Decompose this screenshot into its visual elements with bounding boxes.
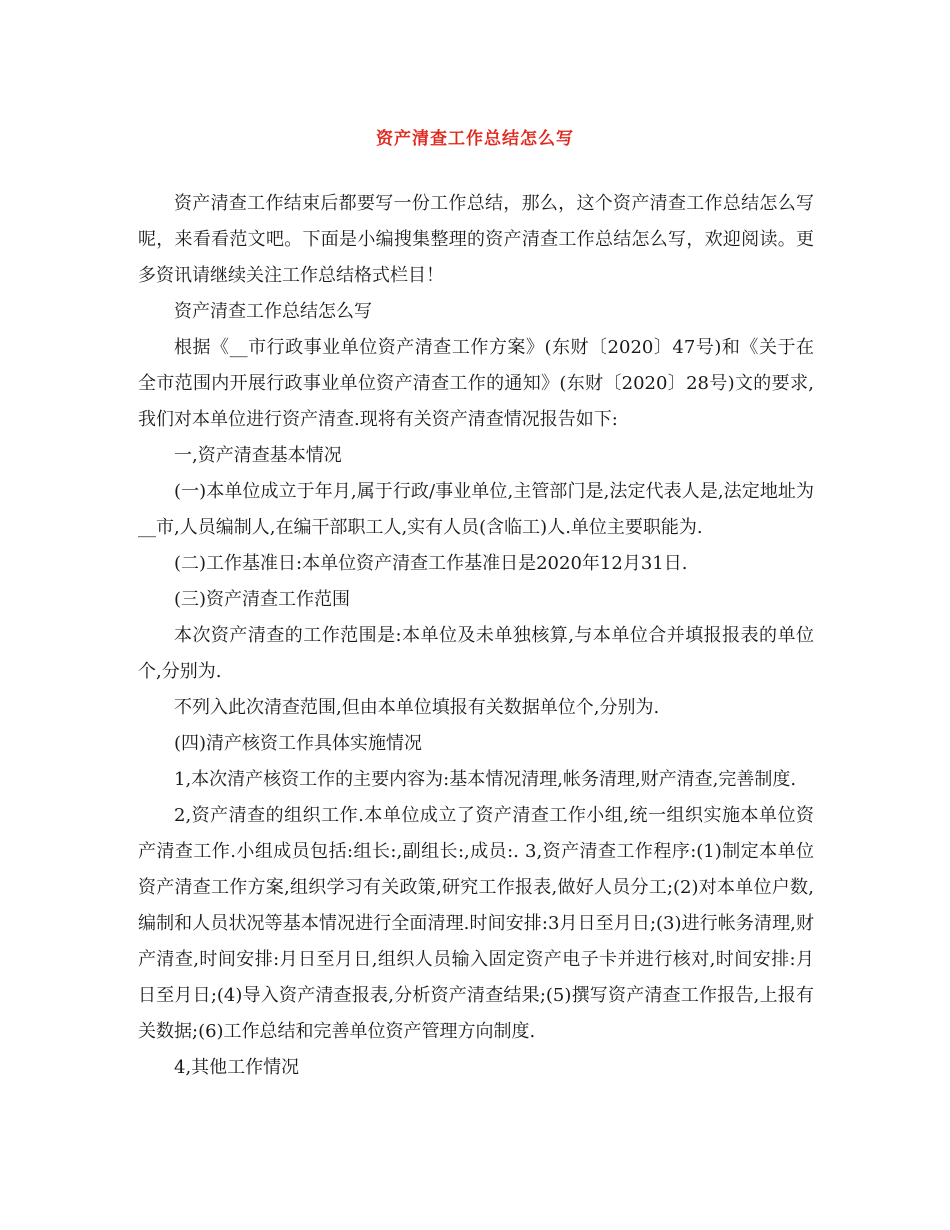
- document-body: [138, 186, 814, 1086]
- subheading-implementation: (四)清产核资工作具体实施情况: [174, 733, 423, 754]
- paragraph-excluded: 不列入此次清查范围,但由本单位填报有关数据单位个,分别为.: [174, 697, 660, 718]
- paragraph-scope: 本次资产清查的工作范围是:本单位及未单独核算,与本单位合并填报报表的单位个,分别为.: [138, 625, 814, 682]
- paragraph-other: 4,其他工作情况: [174, 1057, 300, 1078]
- paragraph-intro: 资产清查工作结束后都要写一份工作总结，那么，这个资产清查工作总结怎么写呢，来看看范文吧。下面是小编搜集整理的资产清查工作总结怎么写，欢迎阅读。更多资讯请继续关注工作总结格式栏目！: [138, 193, 814, 286]
- subheading-scope: (三)资产清查工作范围: [174, 589, 351, 610]
- section-heading-1: 一,资产清查基本情况: [174, 445, 342, 466]
- document-title: 资产清查工作总结怎么写: [376, 129, 574, 149]
- paragraph-organization: 2,资产清查的组织工作.本单位成立了资产清查工作小组,统一组织实施本单位资产清查工作.小组成员包括:组长:,副组长:,成员:. 3,资产清查工作程序:(1)制定本单位资产清查工作方案,组织学习有关政策,研究工作报表,做好人员分工;(2)对本单位户数,编制和人员状况等基本情况进行全面清理.时间安排:3月日至月日;(3)进行帐务清理,财产清查,时间安排:月日至月日,组织人员输入固定资产电子卡并进行核对,时间安排:月日至月日;(4)导入资产清查报表,分析资产清查结果;(5)撰写资产清查工作报告,上报有关数据;(6)工作总结和完善单位资产管理方向制度.: [138, 805, 814, 1042]
- paragraph-subtitle: 资产清查工作总结怎么写: [174, 301, 372, 322]
- paragraph-unit-info: (一)本单位成立于年月,属于行政/事业单位,主管部门是,法定代表人是,法定地址为__市,人员编制人,在编干部职工人,实有人员(含临工)人.单位主要职能为.: [138, 481, 814, 538]
- paragraph-basis: 根据《__市行政事业单位资产清查工作方案》(东财〔2020〕47号)和《关于在全市范围内开展行政事业单位资产清查工作的通知》(东财〔2020〕28号)文的要求,我们对本单位进行资产清查.现将有关资产清查情况报告如下:: [138, 337, 814, 430]
- paragraph-content: 1,本次清产核资工作的主要内容为:基本情况清理,帐务清理,财产清查,完善制度.: [174, 769, 797, 790]
- paragraph-base-date: (二)工作基准日:本单位资产清查工作基准日是2020年12月31日.: [174, 553, 688, 574]
